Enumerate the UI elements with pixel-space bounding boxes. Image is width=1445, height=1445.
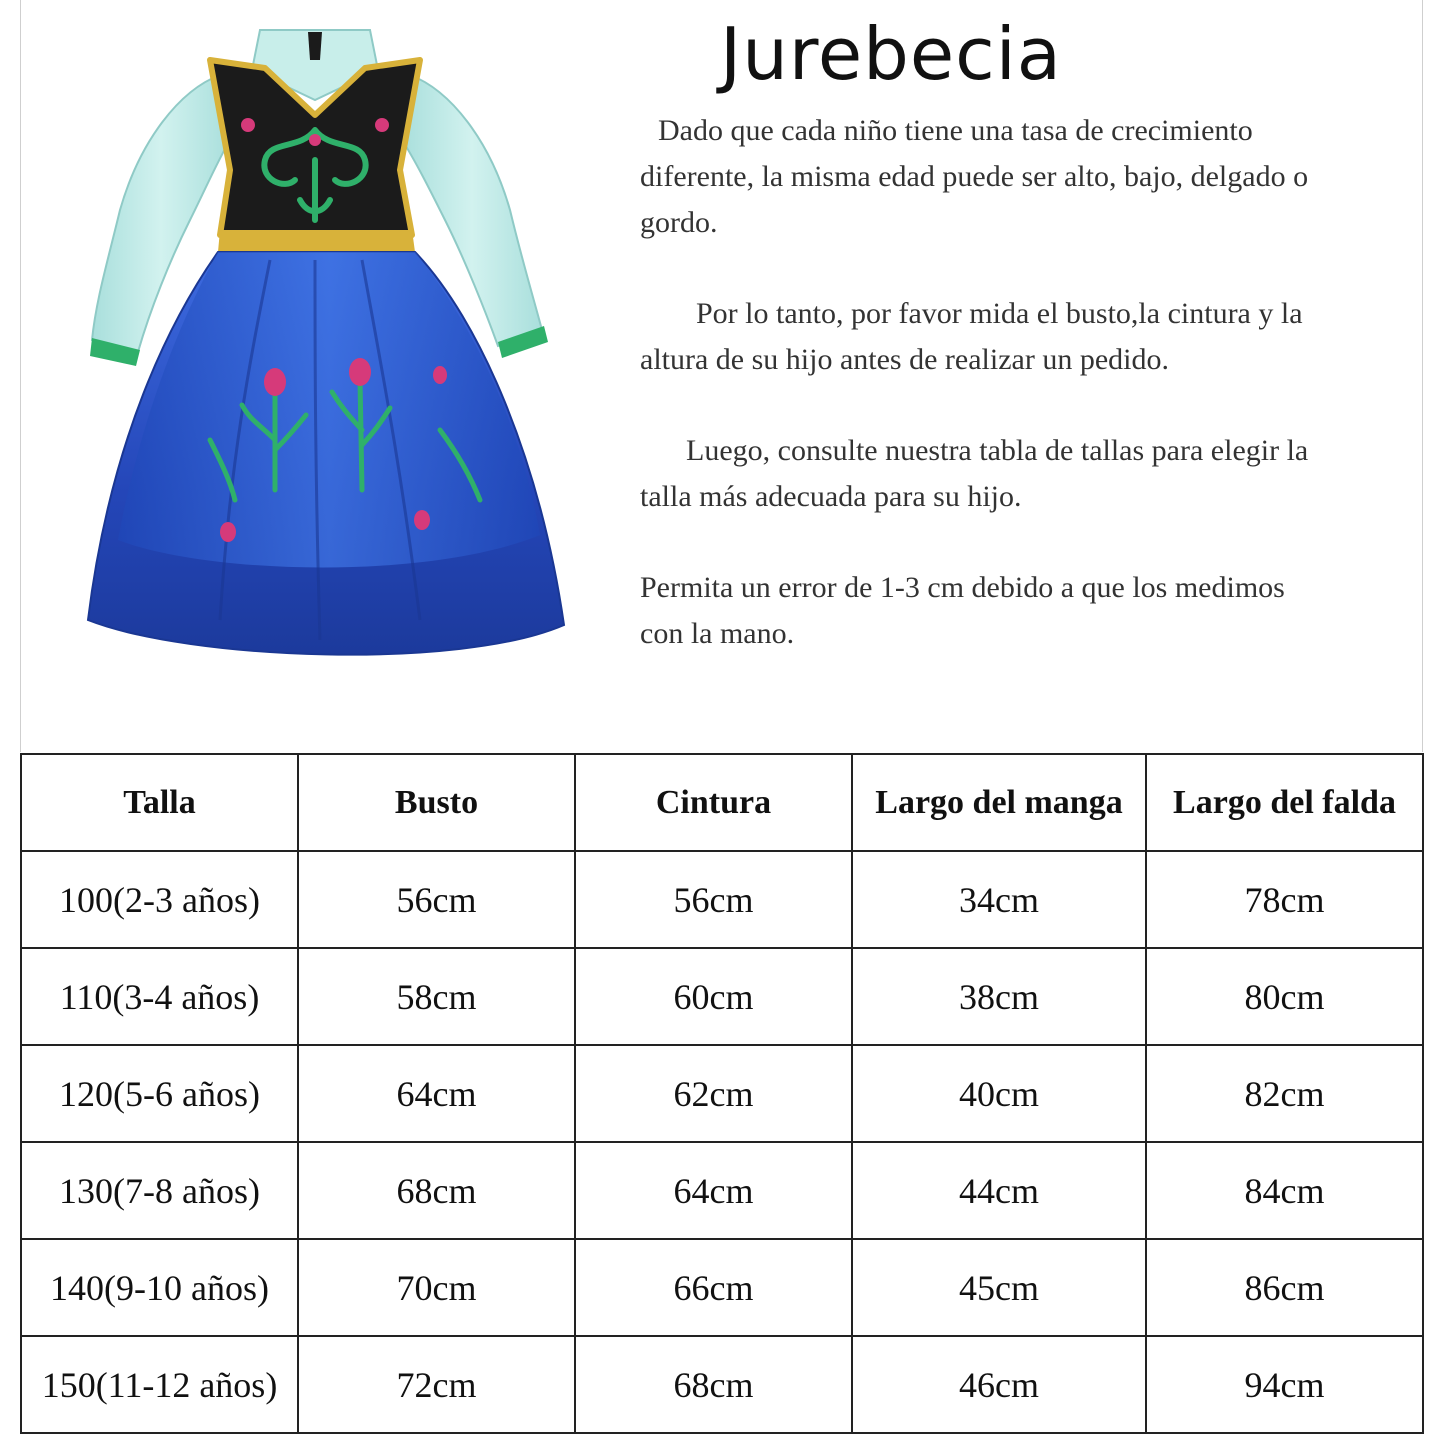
cell-largo-manga: 40cm bbox=[852, 1045, 1146, 1142]
cell-busto: 68cm bbox=[298, 1142, 575, 1239]
frame-left-line bbox=[20, 0, 21, 752]
advice-paragraph-measure: Por lo tanto, por favor mida el busto,la cintura y la altura de su hijo antes de realizar un pedido. bbox=[640, 297, 1303, 376]
cell-talla: 130(7-8 años) bbox=[21, 1142, 298, 1239]
frame-right-line bbox=[1422, 0, 1423, 752]
cell-talla: 100(2-3 años) bbox=[21, 851, 298, 948]
cell-busto: 58cm bbox=[298, 948, 575, 1045]
advice-paragraph-chart: Luego, consulte nuestra tabla de tallas para elegir la talla más adecuada para su hijo. bbox=[640, 434, 1309, 513]
cell-busto: 64cm bbox=[298, 1045, 575, 1142]
brand-title: Jurebecia bbox=[720, 12, 1062, 96]
cell-talla: 150(11-12 años) bbox=[21, 1336, 298, 1433]
cell-busto: 70cm bbox=[298, 1239, 575, 1336]
cell-cintura: 64cm bbox=[575, 1142, 852, 1239]
cell-cintura: 56cm bbox=[575, 851, 852, 948]
cell-largo-falda: 82cm bbox=[1146, 1045, 1423, 1142]
cell-cintura: 62cm bbox=[575, 1045, 852, 1142]
cell-largo-falda: 80cm bbox=[1146, 948, 1423, 1045]
princess-dress-image bbox=[70, 20, 580, 690]
cell-talla: 120(5-6 años) bbox=[21, 1045, 298, 1142]
cell-largo-falda: 84cm bbox=[1146, 1142, 1423, 1239]
cell-busto: 72cm bbox=[298, 1336, 575, 1433]
table-row bbox=[21, 1142, 1423, 1239]
header-cintura: Cintura bbox=[575, 754, 852, 851]
table-row bbox=[21, 948, 1423, 1045]
table-row bbox=[21, 851, 1423, 948]
table-row bbox=[21, 1239, 1423, 1336]
size-chart-header-row bbox=[21, 754, 1423, 851]
cell-largo-falda: 94cm bbox=[1146, 1336, 1423, 1433]
advice-paragraph-growth: Dado que cada niño tiene una tasa de crecimiento diferente, la misma edad puede ser alto, bajo, delgado o gordo. bbox=[640, 114, 1309, 239]
table-row bbox=[21, 1336, 1423, 1433]
header-largo-falda: Largo del falda bbox=[1146, 754, 1423, 851]
cell-largo-manga: 38cm bbox=[852, 948, 1146, 1045]
table-row bbox=[21, 1045, 1423, 1142]
size-chart-table bbox=[20, 753, 1424, 1434]
cell-cintura: 60cm bbox=[575, 948, 852, 1045]
header-busto: Busto bbox=[298, 754, 575, 851]
cell-cintura: 68cm bbox=[575, 1336, 852, 1433]
cell-talla: 140(9-10 años) bbox=[21, 1239, 298, 1336]
cell-largo-manga: 46cm bbox=[852, 1336, 1146, 1433]
advice-paragraph-error: Permita un error de 1-3 cm debido a que los medimos con la mano. bbox=[640, 571, 1285, 650]
cell-largo-falda: 86cm bbox=[1146, 1239, 1423, 1336]
cell-busto: 56cm bbox=[298, 851, 575, 948]
cell-largo-manga: 34cm bbox=[852, 851, 1146, 948]
cell-cintura: 66cm bbox=[575, 1239, 852, 1336]
header-talla: Talla bbox=[21, 754, 298, 851]
cell-largo-falda: 78cm bbox=[1146, 851, 1423, 948]
header-largo-manga: Largo del manga bbox=[852, 754, 1146, 851]
size-advice-text bbox=[640, 108, 1320, 702]
cell-talla: 110(3-4 años) bbox=[21, 948, 298, 1045]
cell-largo-manga: 45cm bbox=[852, 1239, 1146, 1336]
cell-largo-manga: 44cm bbox=[852, 1142, 1146, 1239]
